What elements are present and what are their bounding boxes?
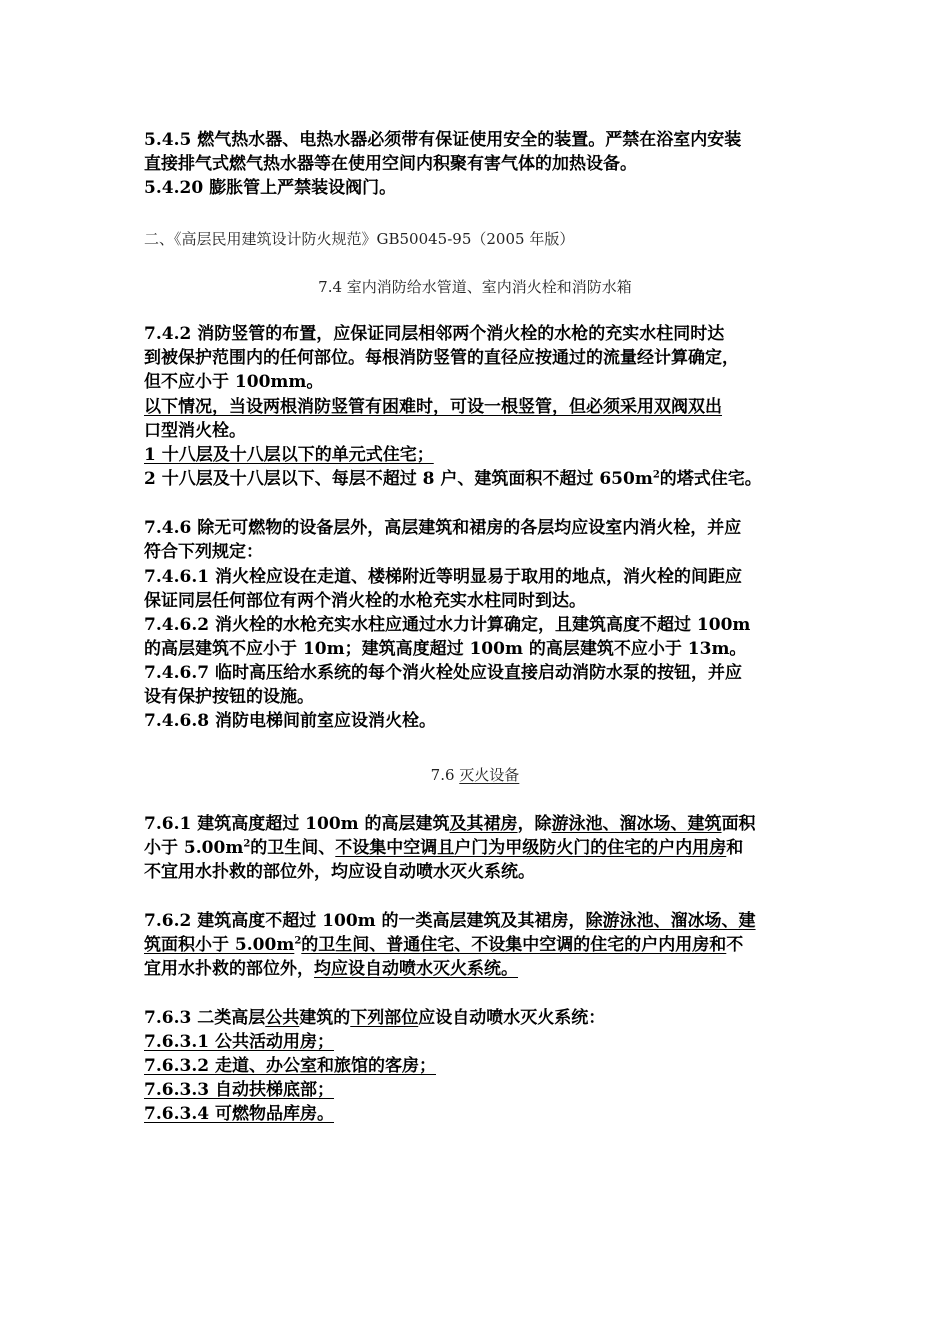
text-underlined: 筑面积小于 5.00m bbox=[144, 935, 295, 955]
clause-7-6-3-3: 7.6.3.3 自动扶梯底部； bbox=[144, 1080, 334, 1100]
clause-7-6-1-line2 bbox=[144, 836, 743, 860]
clause-7-4-2-line3: 但不应小于 100mm。 bbox=[144, 372, 324, 392]
section-7-6-title: 灭火设备 bbox=[459, 766, 520, 784]
text: 7.6.1 建筑高度超过 100m 的高层建筑 bbox=[144, 814, 450, 834]
clause-7-4-2-line2: 到被保护范围内的任何部位。每根消防竖管的直径应按通过的流量经计算确定， bbox=[144, 348, 739, 368]
item2-text: 2 十八层及十八层以下、每层不超过 8 户、建筑面积不超过 650m bbox=[144, 469, 653, 489]
text: ，除 bbox=[517, 814, 552, 834]
section-2-title: 二、《高层民用建筑设计防火规范》GB50045-95（2005 年版） bbox=[144, 230, 575, 248]
clause-7-4-2-line5: 口型消火栓。 bbox=[144, 421, 246, 441]
text-underlined: 均应设自动喷水灭火系统。 bbox=[314, 959, 518, 979]
clause-7-4-6-line2: 符合下列规定： bbox=[144, 542, 263, 562]
text: 面积 bbox=[721, 814, 756, 834]
superscript: 2 bbox=[243, 838, 251, 850]
text-underlined: 下列部位 bbox=[350, 1008, 419, 1028]
clause-7-4-6-7-line2: 设有保护按钮的设施。 bbox=[144, 687, 314, 707]
section-7-6-heading bbox=[0, 763, 950, 787]
clause-7-4-2-line1: 7.4.2 消防竖管的布置，应保证同层相邻两个消火栓的水枪的充实水柱同时达 bbox=[144, 324, 725, 344]
text-underlined: 公共 bbox=[265, 1008, 300, 1028]
clause-7-6-1-line1 bbox=[144, 812, 756, 836]
clause-5-4-5-line2: 直接排气式燃气热水器等在使用空间内积聚有害气体的加热设备。 bbox=[144, 154, 637, 174]
clause-7-4-6-8: 7.4.6.8 消防电梯间前室应设消火栓。 bbox=[144, 711, 436, 731]
text: 7.6.3 二类高层 bbox=[144, 1008, 266, 1028]
section-7-6-number: 7.6 bbox=[430, 766, 460, 784]
text-underlined: 游泳池、溜冰场、建筑 bbox=[551, 814, 722, 834]
clause-7-4-2-item2 bbox=[144, 467, 762, 491]
clause-7-4-6-2-line2: 的高层建筑不应小于 10m；建筑高度超过 100m 的高层建筑不应小于 13m。 bbox=[144, 639, 747, 659]
clause-5-4-5-line1: 5.4.5 燃气热水器、电热水器必须带有保证使用安全的装置。严禁在浴室内安装 bbox=[144, 130, 742, 150]
clause-7-4-2-item1: 1 十八层及十八层以下的单元式住宅； bbox=[144, 445, 434, 465]
text: 宜用水扑救的部位外， bbox=[144, 959, 314, 979]
clause-5-4-20: 5.4.20 膨胀管上严禁装设阀门。 bbox=[144, 178, 397, 198]
clause-7-6-3-2: 7.6.3.2 走道、办公室和旅馆的客房； bbox=[144, 1056, 436, 1076]
text-underlined: 的卫生间、普通住宅、不设集中空调的住宅的户内用房和 bbox=[301, 935, 727, 955]
clause-7-6-1-line3: 不宜用水扑救的部位外，均应设自动喷水灭火系统。 bbox=[144, 862, 535, 882]
clause-7-6-3-1: 7.6.3.1 公共活动用房； bbox=[144, 1032, 334, 1052]
text: 不 bbox=[726, 935, 744, 955]
text-underlined: 不设集中空调且户门为甲级防火门的住宅的户内用房 bbox=[335, 838, 727, 858]
superscript: 2 bbox=[294, 935, 302, 947]
text: 7.6.2 建筑高度不超过 100m 的一类高层建筑及其裙房， bbox=[144, 911, 586, 931]
section-7-4-heading: 7.4 室内消防给水管道、室内消火栓和消防水箱 bbox=[318, 278, 632, 296]
text: 小于 5.00m bbox=[144, 838, 244, 858]
clause-7-4-6-2-line1: 7.4.6.2 消火栓的水枪充实水柱应通过水力计算确定，且建筑高度不超过 100m bbox=[144, 615, 751, 635]
text-underlined: 除游泳池、溜冰场、建 bbox=[585, 911, 756, 931]
clause-7-6-2-line1 bbox=[144, 909, 756, 933]
text: 应设自动喷水灭火系统： bbox=[418, 1008, 606, 1028]
clause-7-6-2-line2 bbox=[144, 933, 743, 957]
clause-7-4-6-7-line1: 7.4.6.7 临时高压给水系统的每个消火栓处应设直接启动消防水泵的按钮，并应 bbox=[144, 663, 742, 683]
text: 建筑的 bbox=[299, 1008, 351, 1028]
clause-7-4-2-line4: 以下情况，当设两根消防竖管有困难时，可设一根竖管，但必须采用双阀双出 bbox=[144, 397, 722, 417]
clause-7-6-3-4: 7.6.3.4 可燃物品库房。 bbox=[144, 1104, 334, 1124]
text: 的卫生间、 bbox=[250, 838, 336, 858]
clause-7-4-6-1-line1: 7.4.6.1 消火栓应设在走道、楼梯附近等明显易于取用的地点，消火栓的间距应 bbox=[144, 567, 742, 587]
item2-text-end: 的塔式住宅。 bbox=[659, 469, 762, 489]
text: 和 bbox=[726, 838, 744, 858]
text-underlined: 及其裙房 bbox=[449, 814, 518, 834]
clause-7-4-6-1-line2: 保证同层任何部位有两个消火栓的水枪充实水柱同时到达。 bbox=[144, 591, 586, 611]
clause-7-6-3 bbox=[144, 1006, 605, 1030]
clause-7-4-6-line1: 7.4.6 除无可燃物的设备层外，高层建筑和裙房的各层均应设室内消火栓，并应 bbox=[144, 518, 742, 538]
clause-7-6-2-line3 bbox=[144, 957, 518, 981]
item2-superscript: 2 bbox=[652, 469, 660, 481]
